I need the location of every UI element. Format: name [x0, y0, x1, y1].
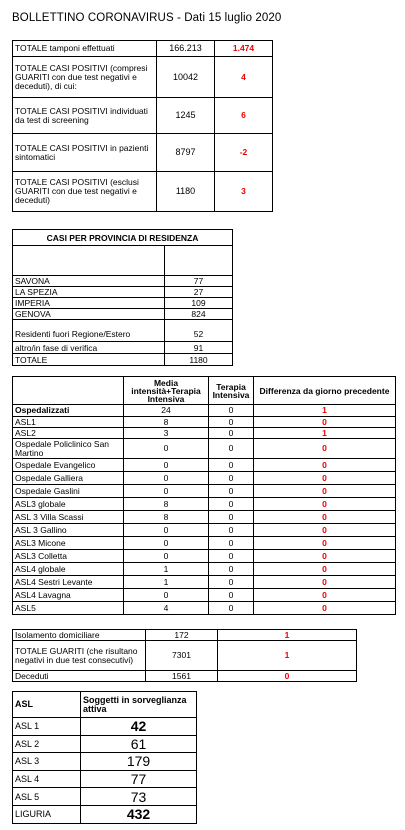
row-media: 0: [124, 485, 209, 498]
other-table: [12, 629, 357, 682]
row-diff: 0: [254, 498, 396, 511]
header-ti: Terapia Intensiva: [209, 377, 254, 405]
row-ti: 0: [209, 550, 254, 563]
table-row: [13, 576, 396, 589]
row-label: Deceduti: [13, 671, 146, 682]
row-label: LA SPEZIA: [13, 287, 165, 298]
spacer-row: [13, 246, 233, 276]
row-ti: 0: [209, 405, 254, 417]
row-media: 8: [124, 511, 209, 524]
row-value: 432: [81, 805, 197, 823]
row-media: 0: [124, 550, 209, 563]
row-diff: 0: [254, 439, 396, 459]
table-row: [13, 485, 396, 498]
row-label: TOTALE CASI POSITIVI (esclusi GUARITI con due test negativi e deceduti): [13, 172, 157, 212]
row-label: ASL2: [13, 428, 124, 439]
table-row: [13, 770, 197, 788]
row-value: 172: [146, 630, 218, 641]
table-row: [13, 735, 197, 753]
row-delta: 0: [218, 671, 357, 682]
header-asl: ASL: [13, 692, 81, 718]
row-media: 1: [124, 563, 209, 576]
row-ti: 0: [209, 537, 254, 550]
row-value: 52: [165, 328, 233, 342]
spacer-cell: [13, 246, 165, 276]
row-media: 3: [124, 428, 209, 439]
row-delta: 3: [215, 172, 273, 212]
table-row: [13, 511, 396, 524]
row-label: SAVONA: [13, 276, 165, 287]
table-row: [13, 472, 396, 485]
table-row: [13, 298, 233, 309]
row-value: 27: [165, 287, 233, 298]
header-media: Media intensità+Terapia Intensiva: [124, 377, 209, 405]
row-label: IMPERIA: [13, 298, 165, 309]
row-diff: 0: [254, 524, 396, 537]
spacer-cell: [13, 320, 165, 328]
row-delta: 1: [218, 641, 357, 671]
row-media: 24: [124, 405, 209, 417]
row-ti: 0: [209, 428, 254, 439]
table-row: [13, 417, 396, 428]
table-row: [13, 342, 233, 354]
row-value: 10042: [157, 57, 215, 98]
row-value: 77: [165, 276, 233, 287]
row-label: ASL4 Sestri Levante: [13, 576, 124, 589]
row-media: 1: [124, 576, 209, 589]
table-row: [13, 753, 197, 771]
table-row: [13, 276, 233, 287]
row-label: Ospedale Gaslini: [13, 485, 124, 498]
row-label: TOTALE GUARITI (che risultano negativi in due test consecutivi): [13, 641, 146, 671]
table-row: [13, 641, 357, 671]
row-ti: 0: [209, 576, 254, 589]
row-label: Ospedale Galliera: [13, 472, 124, 485]
row-diff: 0: [254, 563, 396, 576]
table-row: [13, 788, 197, 806]
header-surveillance: Soggetti in sorveglianza attiva: [81, 692, 197, 718]
row-diff: 0: [254, 576, 396, 589]
row-value: 8797: [157, 134, 215, 172]
table-row: [13, 630, 357, 641]
row-media: 0: [124, 459, 209, 472]
header-diff: Differenza da giorno precedente: [254, 377, 396, 405]
row-value: 7301: [146, 641, 218, 671]
table-row: [13, 309, 233, 320]
table-row: [13, 41, 273, 57]
row-label: ASL4 Lavagna: [13, 589, 124, 602]
row-value: 109: [165, 298, 233, 309]
row-label: ASL3 Colletta: [13, 550, 124, 563]
row-label: Ospedalizzati: [13, 405, 124, 417]
table-row: [13, 134, 273, 172]
page-title: BOLLETTINO CORONAVIRUS - Dati 15 luglio 2020: [12, 12, 282, 24]
row-value: 91: [165, 342, 233, 354]
row-label: ASL3 Micone: [13, 537, 124, 550]
row-ti: 0: [209, 439, 254, 459]
row-ti: 0: [209, 472, 254, 485]
table-row: [13, 172, 273, 212]
row-delta: 6: [215, 98, 273, 134]
row-value: 77: [81, 770, 197, 788]
row-delta: 4: [215, 57, 273, 98]
table-row: [13, 537, 396, 550]
row-label: Isolamento domiciliare: [13, 630, 146, 641]
table-row: [13, 589, 396, 602]
table-row: [13, 718, 197, 736]
row-diff: 1: [254, 428, 396, 439]
row-media: 8: [124, 417, 209, 428]
table-header: [13, 377, 396, 405]
row-label: GENOVA: [13, 309, 165, 320]
table-row: [13, 98, 273, 134]
row-label: TOTALE CASI POSITIVI individuati da test di screening: [13, 98, 157, 134]
row-value: 1180: [157, 172, 215, 212]
row-ti: 0: [209, 485, 254, 498]
row-media: 0: [124, 524, 209, 537]
row-label: Ospedale Policlinico San Martino: [13, 439, 124, 459]
table-row: [13, 405, 396, 417]
row-label: ASL 3 Gallino: [13, 524, 124, 537]
row-media: 0: [124, 589, 209, 602]
row-ti: 0: [209, 524, 254, 537]
row-diff: 0: [254, 537, 396, 550]
row-label: ASL 4: [13, 770, 81, 788]
table-row: [13, 498, 396, 511]
row-ti: 0: [209, 602, 254, 615]
row-ti: 0: [209, 563, 254, 576]
row-ti: 0: [209, 589, 254, 602]
table-row: [13, 439, 396, 459]
row-diff: 0: [254, 472, 396, 485]
row-label: ASL4 globale: [13, 563, 124, 576]
table-row: [13, 550, 396, 563]
row-value: 42: [81, 718, 197, 736]
spacer-row: [13, 320, 233, 328]
row-diff: 0: [254, 602, 396, 615]
row-diff: 0: [254, 485, 396, 498]
row-label: ASL 3 Villa Scassi: [13, 511, 124, 524]
row-media: 0: [124, 472, 209, 485]
row-ti: 0: [209, 498, 254, 511]
row-delta: 1.474: [215, 41, 273, 57]
row-label: ASL 3: [13, 753, 81, 771]
row-diff: 0: [254, 417, 396, 428]
header-empty: [13, 377, 124, 405]
spacer-cell: [165, 320, 233, 328]
row-value: 1180: [165, 354, 233, 366]
row-diff: 0: [254, 459, 396, 472]
table-header: [13, 692, 197, 718]
spacer-cell: [165, 246, 233, 276]
row-delta: -2: [215, 134, 273, 172]
table-row: [13, 354, 233, 366]
province-header: CASI PER PROVINCIA DI RESIDENZA: [13, 230, 233, 246]
row-value: 61: [81, 735, 197, 753]
row-media: 4: [124, 602, 209, 615]
row-label: ASL 5: [13, 788, 81, 806]
row-value: 1561: [146, 671, 218, 682]
row-diff: 0: [254, 589, 396, 602]
row-label: ASL 1: [13, 718, 81, 736]
row-label: LIGURIA: [13, 805, 81, 823]
row-label: Residenti fuori Regione/Estero: [13, 328, 165, 342]
row-label: altro/in fase di verifica: [13, 342, 165, 354]
row-value: 824: [165, 309, 233, 320]
row-ti: 0: [209, 511, 254, 524]
table-row: [13, 524, 396, 537]
row-ti: 0: [209, 459, 254, 472]
row-label: Ospedale Evangelico: [13, 459, 124, 472]
table-row: [13, 805, 197, 823]
row-value: 166.213: [157, 41, 215, 57]
row-label: ASL3 globale: [13, 498, 124, 511]
row-label: TOTALE CASI POSITIVI (compresi GUARITI con due test negativi e deceduti), di cui:: [13, 57, 157, 98]
hospital-table: [12, 376, 396, 615]
row-media: 0: [124, 439, 209, 459]
table-row: [13, 459, 396, 472]
table-row: [13, 328, 233, 342]
province-table: [12, 229, 233, 366]
table-row: [13, 287, 233, 298]
table-row: [13, 57, 273, 98]
row-label: ASL1: [13, 417, 124, 428]
row-diff: 0: [254, 550, 396, 563]
row-value: 73: [81, 788, 197, 806]
summary-table: [12, 40, 273, 212]
table-header: [13, 230, 233, 246]
row-label: ASL 2: [13, 735, 81, 753]
row-value: 1245: [157, 98, 215, 134]
row-label: ASL5: [13, 602, 124, 615]
table-row: [13, 428, 396, 439]
table-row: [13, 602, 396, 615]
row-media: 8: [124, 498, 209, 511]
row-label: TOTALE tamponi effettuati: [13, 41, 157, 57]
row-diff: 0: [254, 511, 396, 524]
table-row: [13, 563, 396, 576]
row-ti: 0: [209, 417, 254, 428]
surveillance-table: [12, 691, 197, 824]
table-row: [13, 671, 357, 682]
row-delta: 1: [218, 630, 357, 641]
row-value: 179: [81, 753, 197, 771]
row-label: TOTALE: [13, 354, 165, 366]
row-media: 0: [124, 537, 209, 550]
row-diff: 1: [254, 405, 396, 417]
row-label: TOTALE CASI POSITIVI in pazienti sintomatici: [13, 134, 157, 172]
